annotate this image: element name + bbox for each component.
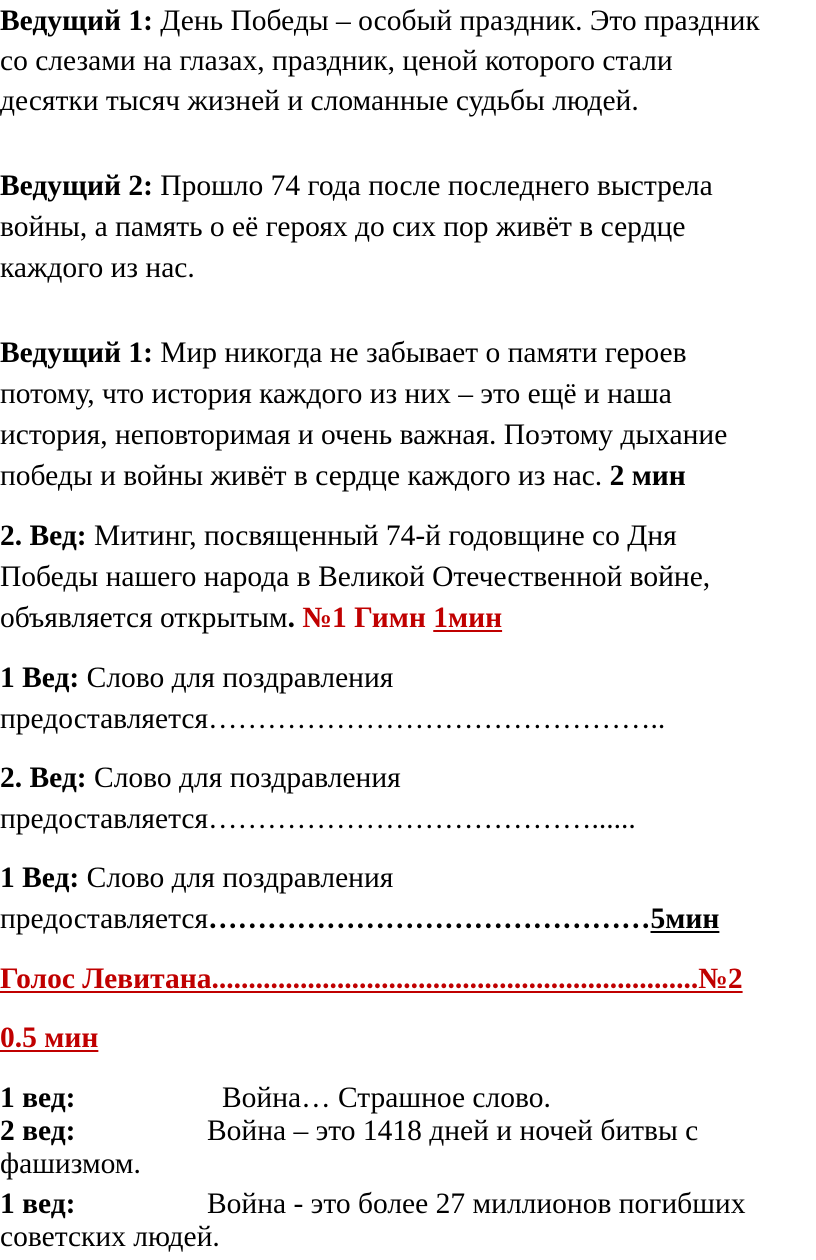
duration-label: 0.5 мин <box>0 1022 99 1054</box>
paragraph-text: Прошло 74 года после последнего выстрела <box>152 170 713 202</box>
speaker-label: 2. Вед: <box>0 762 87 794</box>
paragraph-text: День Победы – особый праздник. Это праздник <box>152 5 760 37</box>
paragraph-line <box>0 898 719 940</box>
paragraph-text: Митинг, посвященный 74-й годовщине со Дня <box>86 520 677 552</box>
speaker-label: 1 вед: <box>0 1082 76 1114</box>
paragraph-line: со слезами на глазах, праздник, ценой которого стали <box>0 45 673 77</box>
dialogue-continuation: советских людей. <box>0 1221 220 1253</box>
paragraph-line: десятки тысяч жизней и сломанные судьбы людей. <box>0 85 639 117</box>
leader-dots: ……………………………………… <box>208 903 651 935</box>
paragraph-line <box>0 332 687 374</box>
paragraph-line <box>0 757 401 799</box>
paragraph-text: объявляется открытым <box>0 602 288 634</box>
period: . <box>287 602 295 634</box>
paragraph-line: история, неповторимая и очень важная. Поэтому дыхание <box>0 419 728 451</box>
levitan-cue <box>0 958 792 1000</box>
paragraph-line <box>0 657 393 699</box>
paragraph-line <box>0 455 686 497</box>
anthem-cue: №1 Гимн <box>294 602 434 634</box>
dialogue-continuation: фашизмом. <box>0 1148 141 1180</box>
paragraph-line: каждого из нас. <box>0 252 195 284</box>
duration-label: 1мин <box>433 602 503 634</box>
speaker-label: 2. Вед: <box>0 520 87 552</box>
dialogue-text: Война - это более 27 миллионов погибших <box>207 1188 746 1220</box>
paragraph-line <box>0 597 502 639</box>
paragraph-line: Победы нашего народа в Великой Отечественной войне, <box>0 561 711 593</box>
paragraph-line <box>0 0 760 42</box>
paragraph-line <box>0 515 677 557</box>
paragraph-line: предоставляется…………………………………...... <box>0 803 636 835</box>
paragraph-text: победы и войны живёт в сердце каждого из нас. <box>0 460 603 492</box>
speaker-label: 1 Вед: <box>0 862 80 894</box>
dialogue-text: Война… Страшное слово. <box>222 1082 551 1114</box>
speaker-label: 1 вед: <box>0 1188 76 1220</box>
paragraph-text: Слово для поздравления <box>86 762 401 794</box>
speaker-label: 1 Вед: <box>0 662 80 694</box>
paragraph-line: войны, а память о её героях до сих пор живёт в сердце <box>0 211 686 243</box>
paragraph-text: Слово для поздравления <box>79 862 394 894</box>
speaker-label: 2 вед: <box>0 1115 76 1147</box>
cue-text: Голос Левитана..................................................................№2 <box>0 963 743 995</box>
paragraph-text: Мир никогда не забывает о памяти героев <box>152 337 687 369</box>
paragraph-line: предоставляется……………………………………….. <box>0 703 666 735</box>
paragraph-text: Слово для поздравления <box>79 662 394 694</box>
paragraph-line: потому, что история каждого из них – это ещё и наша <box>0 378 672 410</box>
dialogue-text: Война – это 1418 дней и ночей битвы с <box>207 1115 699 1147</box>
paragraph-line <box>0 857 393 899</box>
paragraph-text: предоставляется <box>0 903 209 935</box>
duration-label: 5мин <box>650 903 720 935</box>
paragraph-line <box>0 165 713 207</box>
levitan-duration <box>0 1017 98 1059</box>
duration-label: 2 мин <box>602 460 686 492</box>
speaker-label: Ведущий 1: <box>0 5 153 37</box>
speaker-label: Ведущий 1: <box>0 337 153 369</box>
speaker-label: Ведущий 2: <box>0 170 153 202</box>
